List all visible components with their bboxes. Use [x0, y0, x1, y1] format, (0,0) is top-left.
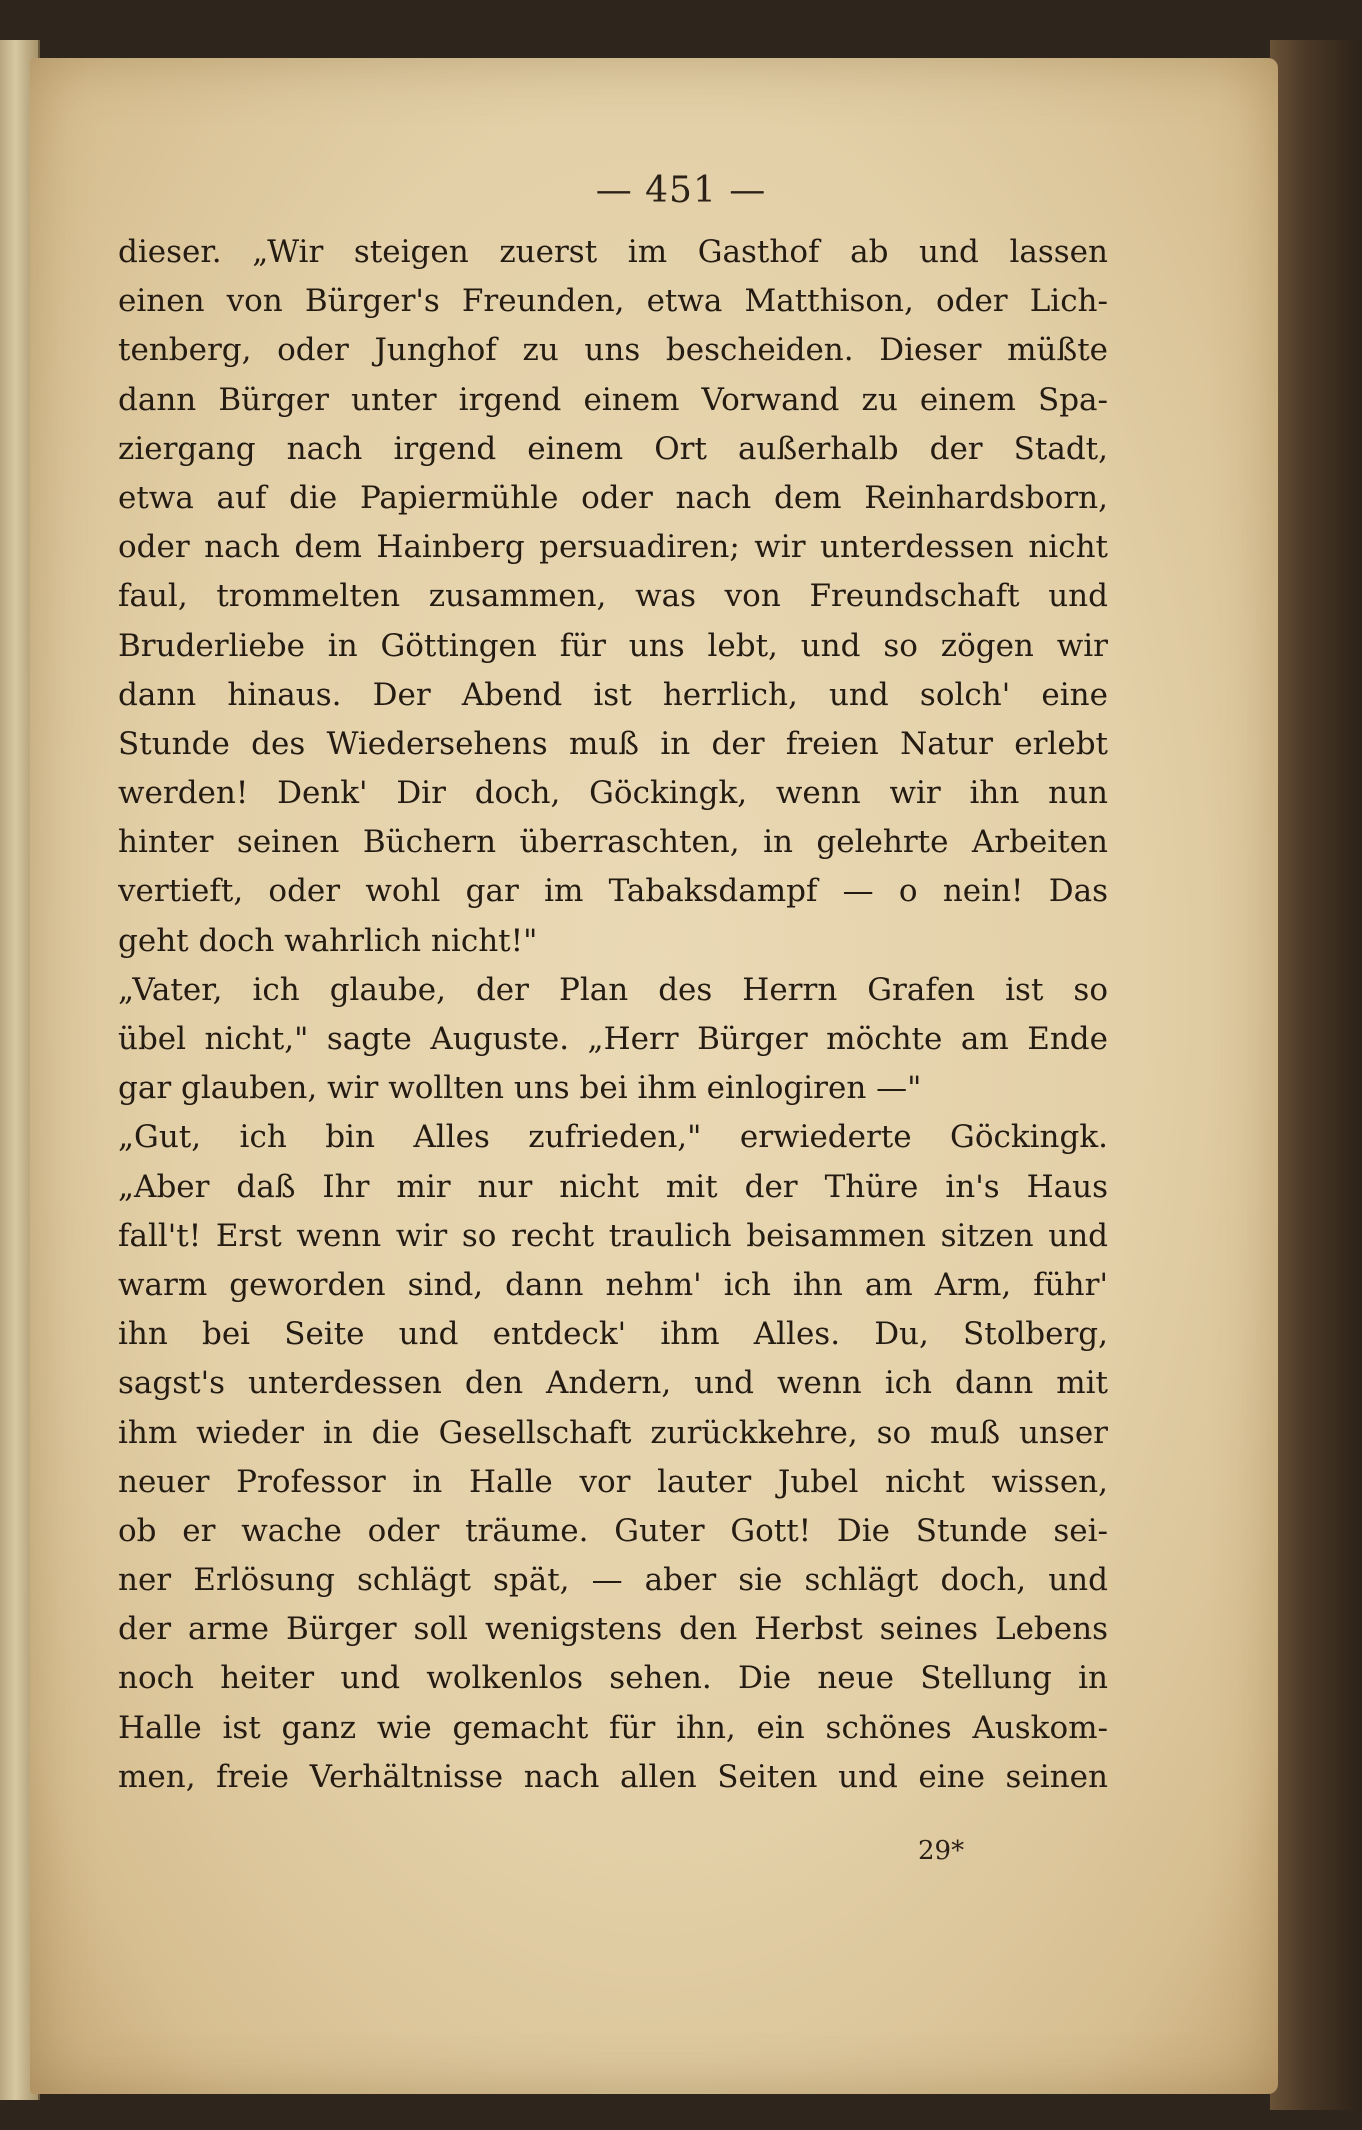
- text-line: sagst's unterdessen den Andern, und wenn ich dann mit: [118, 1365, 1108, 1402]
- text-line: ihm wieder in die Gesellschaft zurückkehre, so muß unser: [118, 1414, 1108, 1451]
- text-line: Bruderliebe in Göttingen für uns lebt, und so zögen wir: [118, 627, 1108, 664]
- text-line: dann hinaus. Der Abend ist herrlich, und solch' eine: [118, 676, 1108, 713]
- sheet-signature-mark: 29*: [918, 1836, 965, 1866]
- text-line: ob er wache oder träume. Guter Gott! Die Stunde sei-: [118, 1512, 1108, 1549]
- text-line: „Gut, ich bin Alles zufrieden," erwiederte Göckingk.: [118, 1119, 1108, 1156]
- text-line: men, freie Verhältnisse nach allen Seiten und eine seinen: [118, 1758, 1108, 1795]
- text-line: geht doch wahrlich nicht!": [118, 922, 538, 959]
- text-line: „Aber daß Ihr mir nur nicht mit der Thüre in's Haus: [118, 1168, 1108, 1205]
- text-line: oder nach dem Hainberg persuadiren; wir unterdessen nicht: [118, 529, 1108, 566]
- body-text: [118, 228, 1108, 1802]
- text-line: faul, trommelten zusammen, was von Freundschaft und: [118, 578, 1108, 615]
- text-line: etwa auf die Papiermühle oder nach dem Reinhardsborn,: [118, 479, 1108, 516]
- text-line: warm geworden sind, dann nehm' ich ihn am Arm, führ': [118, 1266, 1108, 1303]
- text-line: hinter seinen Büchern überraschten, in gelehrte Arbeiten: [118, 824, 1108, 861]
- page-number: — 451 —: [595, 170, 767, 211]
- text-line: ihn bei Seite und entdeck' ihm Alles. Du, Stolberg,: [118, 1316, 1108, 1353]
- text-line: „Vater, ich glaube, der Plan des Herrn Grafen ist so: [118, 971, 1108, 1008]
- text-line: dann Bürger unter irgend einem Vorwand zu einem Spa-: [118, 381, 1108, 418]
- text-line: ner Erlösung schlägt spät, — aber sie schlägt doch, und: [118, 1562, 1108, 1599]
- text-line: vertieft, oder wohl gar im Tabaksdampf — o nein! Das: [118, 873, 1108, 910]
- text-line: fall't! Erst wenn wir so recht traulich beisammen sitzen und: [118, 1217, 1108, 1254]
- text-line: einen von Bürger's Freunden, etwa Matthison, oder Lich-: [118, 283, 1108, 320]
- book-cover-edge: [1270, 40, 1362, 2110]
- text-line: noch heiter und wolkenlos sehen. Die neue Stellung in: [118, 1660, 1108, 1697]
- text-line: tenberg, oder Junghof zu uns bescheiden. Dieser müßte: [118, 332, 1108, 369]
- text-line: gar glauben, wir wollten uns bei ihm einlogiren —": [118, 1070, 922, 1107]
- text-line: dieser. „Wir steigen zuerst im Gasthof ab und lassen: [118, 234, 1108, 270]
- text-line: Stunde des Wiedersehens muß in der freien Natur erlebt: [118, 725, 1108, 762]
- text-line: neuer Professor in Halle vor lauter Jubel nicht wissen,: [118, 1463, 1108, 1500]
- text-line: Halle ist ganz wie gemacht für ihn, ein schönes Auskom-: [118, 1709, 1108, 1746]
- text-line: ziergang nach irgend einem Ort außerhalb der Stadt,: [118, 430, 1108, 467]
- text-line: übel nicht," sagte Auguste. „Herr Bürger möchte am Ende: [118, 1021, 1108, 1057]
- text-line: der arme Bürger soll wenigstens den Herbst seines Lebens: [118, 1611, 1108, 1648]
- text-line: werden! Denk' Dir doch, Göckingk, wenn wir ihn nun: [118, 775, 1108, 812]
